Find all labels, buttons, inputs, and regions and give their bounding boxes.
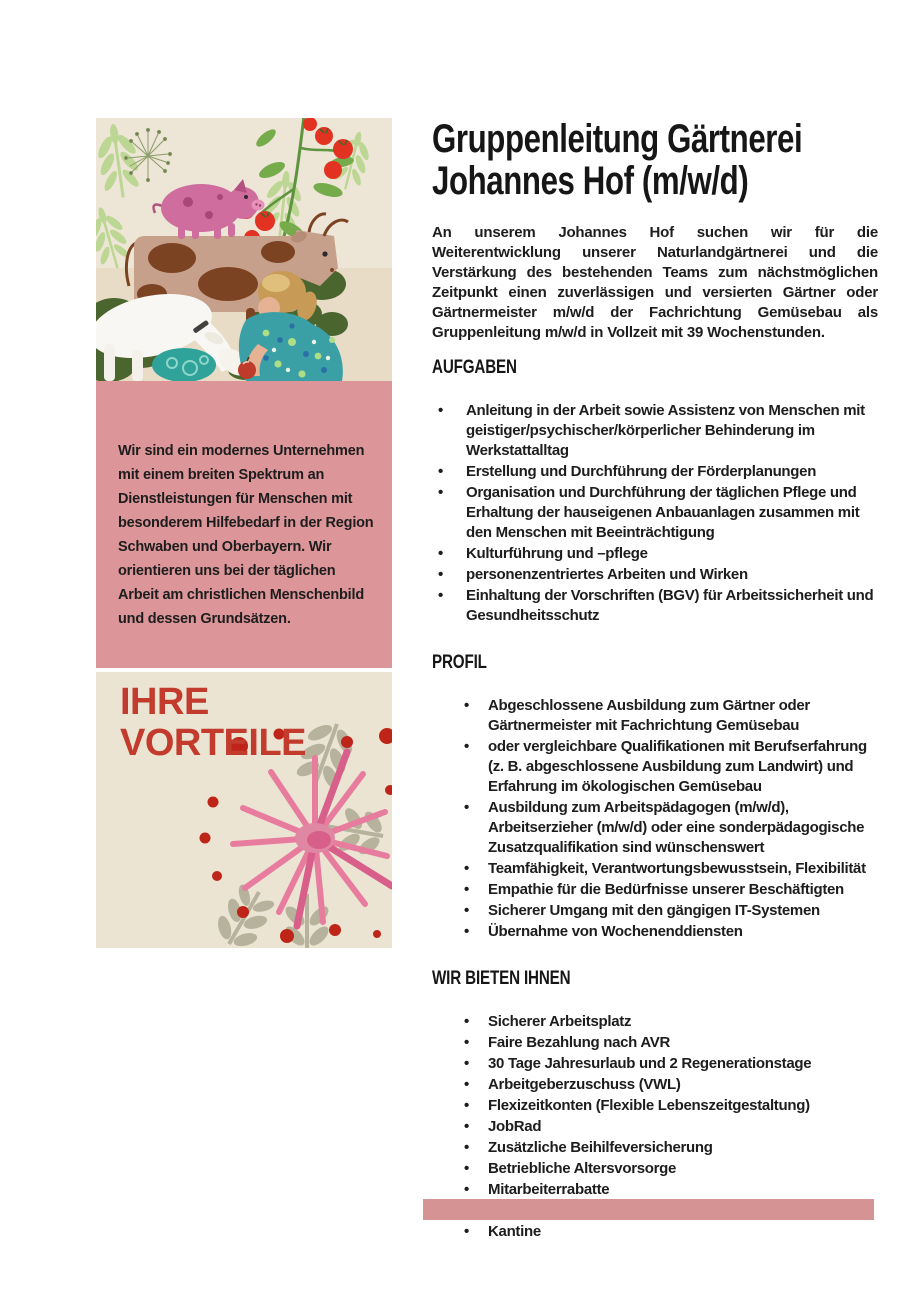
list-item: • oder vergleichbare Qualifikationen mit Berufserfahrung (z. B. abgeschlossene Ausbildung zum Landwirt) und Erfahrung im ökologischen Gemüsebau — [432, 737, 878, 797]
benefits-heading-line2: VORTEILE — [120, 722, 307, 764]
job-description — [432, 118, 878, 1243]
list-item: • Zusätzliche Beihilfeversicherung — [432, 1138, 878, 1158]
benefits-heading-line1: IHRE — [120, 681, 209, 723]
list-item: • Teamfähigkeit, Verantwortungsbewusstsein, Flexibilität — [432, 859, 878, 879]
list-item: • Betriebliche Altersvorsorge — [432, 1159, 878, 1179]
left-sidebar — [96, 118, 392, 948]
benefits-heading — [96, 672, 392, 764]
list-item: • Einhaltung der Vorschriften (BGV) für Arbeitssicherheit und Gesundheitsschutz — [432, 586, 878, 626]
list-item: • Mitarbeiterrabatte — [432, 1180, 878, 1200]
benefits-box — [96, 672, 392, 948]
list-item: • Ausbildung zum Arbeitspädagogen (m/w/d), Arbeitserzieher (m/w/d) oder eine sonderpädagogische Zusatzqualifikation sind wünschenswert — [432, 798, 878, 858]
job-title — [432, 117, 803, 203]
profil-list — [432, 696, 878, 942]
farm-collage-graphic — [96, 118, 392, 381]
list-item: • Kantine — [432, 1222, 878, 1242]
footer-accent-bar — [423, 1199, 874, 1220]
list-item: • personenzentriertes Arbeiten und Wirken — [432, 565, 878, 585]
list-item: • Sicherer Arbeitsplatz — [432, 1012, 878, 1032]
list-item: • Arbeitgeberzuschuss (VWL) — [432, 1075, 878, 1095]
section-heading-wir-bieten-ihnen: WIR BIETEN IHNEN — [432, 968, 571, 989]
about-company-text: Wir sind ein modernes Unternehmen mit einem breiten Spektrum an Dienstleistungen für Menschen mit besonderem Hilfebedarf in der Region Schwaben und Oberbayern. Wir orientieren uns bei der täglichen Arbeit am christlichen Menschenbild und dessen Grundsätzen. — [118, 443, 374, 627]
intro-paragraph: An unserem Johannes Hof suchen wir für die Weiterentwicklung unserer Naturlandgärtnerei und die Verstärkung des bestehenden Teams zum nächstmöglichen Zeitpunkt einen zuverlässigen und versierten Gärtner oder Gärtnermeister m/w/d der Fachrichtung Gemüsebau als Gruppenleitung m/w/d in Vollzeit mit 39 Wochenstunden. — [432, 224, 878, 341]
section-aufgaben — [432, 357, 878, 626]
list-item: • JobRad — [432, 1117, 878, 1137]
aufgaben-list — [432, 401, 878, 626]
list-item: • Flexizeitkonten (Flexible Lebenszeitgestaltung) — [432, 1096, 878, 1116]
farm-collage-illustration — [96, 118, 392, 381]
section-profil — [432, 652, 878, 942]
section-heading-profil: PROFIL — [432, 652, 487, 673]
list-item: • Sicherer Umgang mit den gängigen IT-Systemen — [432, 901, 878, 921]
list-item: • Erstellung und Durchführung der Förderplanungen — [432, 462, 878, 482]
list-item: • Übernahme von Wochenenddiensten — [432, 922, 878, 942]
list-item: • Kulturführung und –pflege — [432, 544, 878, 564]
teal-pattern-patch — [152, 348, 216, 381]
section-heading-aufgaben: AUFGABEN — [432, 357, 517, 378]
job-title-line2: Johannes Hof (m/w/d) — [432, 159, 749, 203]
job-title-line1: Gruppenleitung Gärtnerei — [432, 117, 803, 161]
list-item: • Abgeschlossene Ausbildung zum Gärtner oder Gärtnermeister mit Fachrichtung Gemüsebau — [432, 696, 878, 736]
list-item: • Organisation und Durchführung der täglichen Pflege und Erhaltung der hauseigenen Anbauanlagen zusammen mit den Menschen mit Beeinträchtigung — [432, 483, 878, 543]
list-item: • Faire Bezahlung nach AVR — [432, 1033, 878, 1053]
list-item: • 30 Tage Jahresurlaub und 2 Regenerationstage — [432, 1054, 878, 1074]
list-item: • Anleitung in der Arbeit sowie Assistenz von Menschen mit geistiger/psychischer/körperlicher Behinderung im Werkstattalltag — [432, 401, 878, 461]
list-item: • Empathie für die Bedürfnisse unserer Beschäftigten — [432, 880, 878, 900]
about-company-box — [96, 381, 392, 668]
